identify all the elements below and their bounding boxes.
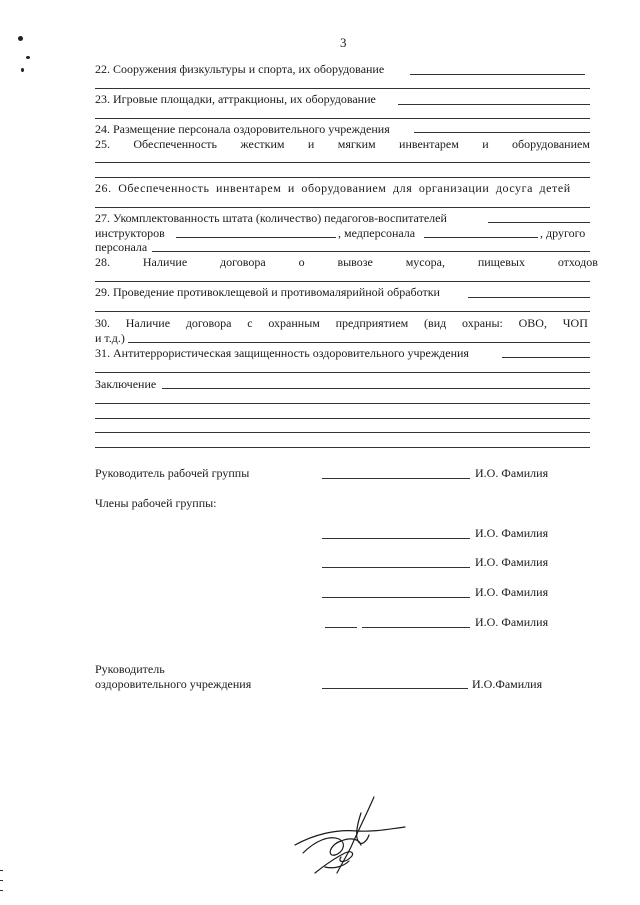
word: ОВО, [518, 316, 547, 330]
fill-line [95, 403, 590, 404]
fill-line [95, 432, 590, 433]
word: охранным [268, 316, 320, 330]
signature-line [322, 567, 470, 568]
member-name: И.О. Фамилия [475, 555, 549, 569]
word: мусора, [405, 255, 445, 269]
word: 25. [95, 137, 110, 151]
binding-mark [0, 890, 3, 891]
fill-line [95, 177, 590, 178]
director-label-1: Руководитель [95, 662, 165, 676]
fill-line [398, 104, 590, 105]
fill-line [95, 162, 590, 163]
conclusion-label: Заключение [95, 377, 157, 391]
signature-line [362, 627, 470, 628]
member-name: И.О. Фамилия [475, 526, 549, 540]
member-name: И.О. Фамилия [475, 615, 549, 629]
fill-line [162, 388, 590, 389]
item-24: 24. Размещение персонала оздоровительного учреждения [95, 122, 390, 136]
director-label-2: оздоровительного учреждения [95, 677, 252, 691]
binding-mark [0, 870, 3, 871]
fill-line [95, 281, 590, 282]
fill-line [502, 357, 590, 358]
item-29: 29. Проведение противоклещевой и противомалярийной обработки [95, 285, 440, 299]
fill-line [95, 372, 590, 373]
page-number: 3 [340, 35, 347, 50]
fill-line [424, 237, 538, 238]
working-group-head-name: И.О. Фамилия [475, 466, 549, 480]
item-26 [95, 181, 590, 195]
fill-line [488, 222, 590, 223]
signature-line [322, 538, 470, 539]
item-27-medstaff: , медперсонала [338, 226, 416, 240]
binding-mark [0, 880, 3, 881]
item-30 [95, 316, 588, 330]
member-name: И.О. Фамилия [475, 585, 549, 599]
item-27-instructors: инструкторов [95, 226, 165, 240]
fill-line [414, 132, 590, 133]
word: жестким [240, 137, 285, 151]
margin-speck [21, 68, 24, 72]
fill-line [152, 251, 590, 252]
item-27-line-1: 27. Укомплектованность штата (количество) педагогов-воспитателей [95, 211, 447, 225]
signature-line [322, 688, 468, 689]
word: 28. [95, 255, 110, 269]
fill-line [95, 447, 590, 448]
word: мягким [337, 137, 376, 151]
fill-line [468, 297, 590, 298]
word: и [307, 137, 315, 151]
item-28 [95, 255, 598, 269]
item-26-text: 26. Обеспеченность инвентарем и оборудованием для организации досуга детей [95, 181, 571, 195]
item-27-staff: персонала [95, 240, 148, 254]
word: договора [220, 255, 266, 269]
item-30-line-2: и т.д.) [95, 331, 125, 345]
word: и [482, 137, 489, 151]
word: пищевых [477, 255, 525, 269]
fill-line [410, 74, 585, 75]
word: ЧОП [562, 316, 588, 330]
fill-line [95, 418, 590, 419]
word: Обеспеченность [133, 137, 217, 151]
margin-speck [18, 36, 23, 41]
word: вывозе [337, 255, 373, 269]
working-group-head-label: Руководитель рабочей группы [95, 466, 250, 480]
item-31: 31. Антитеррористическая защищенность оздоровительного учреждения [95, 346, 469, 360]
handwritten-signature [285, 795, 415, 880]
word: отходов [557, 255, 598, 269]
signature-line [322, 478, 470, 479]
word: инвентарем [399, 137, 459, 151]
margin-speck [26, 56, 30, 59]
item-25 [95, 137, 590, 151]
signature-line [325, 627, 357, 628]
word: договора [185, 316, 232, 330]
item-23: 23. Игровые площадки, аттракционы, их оборудование [95, 92, 376, 106]
word: Наличие [142, 255, 188, 269]
item-27-other: , другого [540, 226, 586, 240]
fill-line [95, 88, 590, 89]
word: предприятием [335, 316, 409, 330]
word: Наличие [125, 316, 171, 330]
word: с [247, 316, 253, 330]
working-group-members-label: Члены рабочей группы: [95, 496, 217, 510]
director-name: И.О.Фамилия [472, 677, 543, 691]
fill-line [128, 342, 590, 343]
word: охраны: [462, 316, 503, 330]
word: оборудованием [512, 137, 590, 151]
fill-line [176, 237, 336, 238]
fill-line [95, 118, 590, 119]
fill-line [95, 207, 590, 208]
word: (вид [424, 316, 447, 330]
word: о [298, 255, 305, 269]
word: 30. [95, 316, 110, 330]
signature-line [322, 597, 470, 598]
item-22: 22. Сооружения физкультуры и спорта, их оборудование [95, 62, 385, 76]
fill-line [95, 311, 590, 312]
